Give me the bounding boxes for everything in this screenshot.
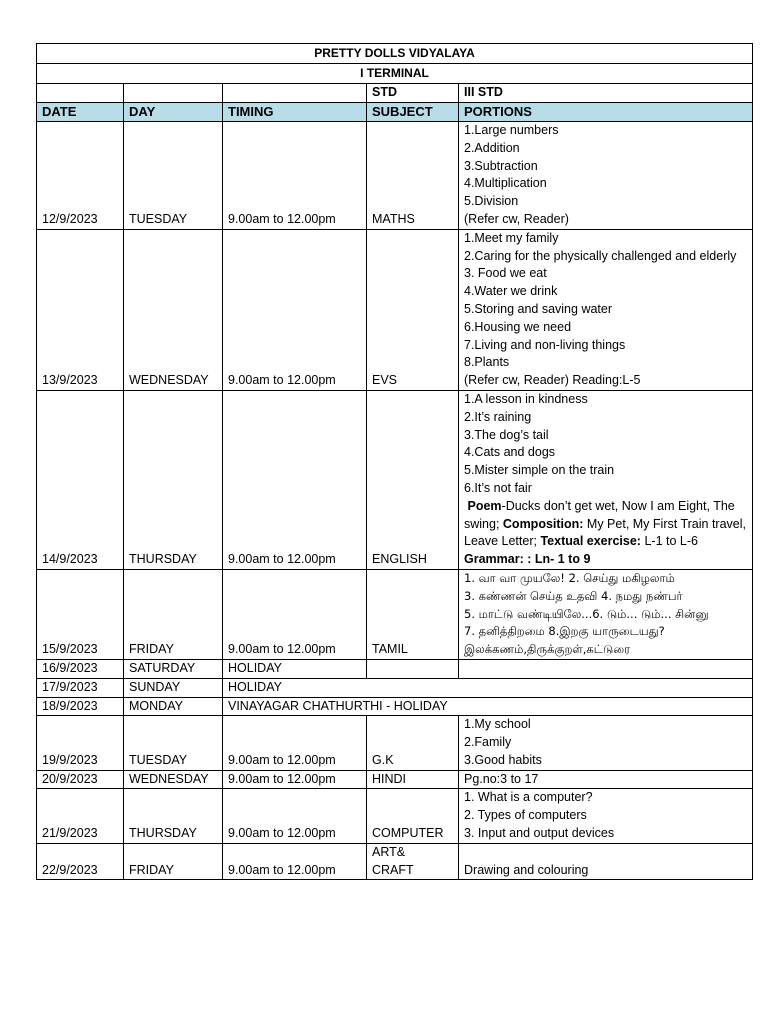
exam-timing: 9.00am to 12.00pm <box>223 770 367 789</box>
holiday-row <box>37 678 753 697</box>
portion-item: 7.Living and non-living things <box>464 337 626 352</box>
header-day: DAY <box>124 103 223 122</box>
exam-day: TUESDAY <box>124 716 223 770</box>
portion-item: 4.Multiplication <box>464 176 547 191</box>
holiday-row <box>37 659 753 678</box>
exam-day: FRIDAY <box>124 569 223 659</box>
portion-item: 3.Good habits <box>464 752 542 767</box>
portion-item: 2.It’s raining <box>464 409 532 424</box>
portion-item: 7. தனித்திறமை 8.இறகு யாருடையது? <box>464 624 665 639</box>
exam-day: FRIDAY <box>124 843 223 880</box>
exam-timetable <box>36 43 753 880</box>
exam-day: WEDNESDAY <box>124 770 223 789</box>
portion-item: 2. Types of computers <box>464 808 587 823</box>
exam-date: 20/9/2023 <box>37 770 124 789</box>
table-row <box>37 569 753 659</box>
holiday-note: HOLIDAY <box>223 678 753 697</box>
exam-timing: 9.00am to 12.00pm <box>223 122 367 230</box>
school-name: PRETTY DOLLS VIDYALAYA <box>37 44 753 64</box>
table-row <box>37 716 753 770</box>
exam-date: 19/9/2023 <box>37 716 124 770</box>
exam-timing: 9.00am to 12.00pm <box>223 716 367 770</box>
header-date: DATE <box>37 103 124 122</box>
composition-text: My Pet, My First Train travel, Leave Letter; <box>464 516 746 549</box>
portion-item: 1. What is a computer? <box>464 790 593 805</box>
portion-item: 3. Input and output devices <box>464 826 615 841</box>
table-row <box>37 122 753 230</box>
exam-day: WEDNESDAY <box>124 229 223 390</box>
exam-timing: 9.00am to 12.00pm <box>223 390 367 569</box>
portion-item: 2.Family <box>464 735 512 750</box>
poem-text: -Ducks don’t get wet, Now I am Eight, The swing; <box>464 498 735 531</box>
exam-date: 22/9/2023 <box>37 843 124 880</box>
exam-subject: ENGLISH <box>367 390 459 569</box>
exam-day: TUESDAY <box>124 122 223 230</box>
header-row <box>37 103 753 122</box>
english-extra-portions <box>464 498 747 569</box>
portion-item: 4.Cats and dogs <box>464 445 556 460</box>
portion-item: 2.Addition <box>464 140 520 155</box>
holiday-date: 18/9/2023 <box>37 697 124 716</box>
portions-cell <box>459 843 753 880</box>
portion-item: 1.Meet my family <box>464 230 559 245</box>
portion-item: 5.Mister simple on the train <box>464 463 615 478</box>
grammar-label: Grammar: : Ln- 1 to 9 <box>464 552 591 567</box>
holiday-date: 17/9/2023 <box>37 678 124 697</box>
textual-exercise-label: Textual exercise: <box>540 534 641 549</box>
portion-item: 3. Food we eat <box>464 266 547 281</box>
exam-date: 21/9/2023 <box>37 789 124 843</box>
exam-subject <box>367 843 459 880</box>
portions-cell <box>459 789 753 843</box>
exam-day: THURSDAY <box>124 390 223 569</box>
textual-exercise-text: L-1 to L-6 <box>640 534 698 549</box>
holiday-day: SATURDAY <box>124 659 223 678</box>
portion-item: 1.A lesson in kindness <box>464 391 588 406</box>
exam-subject: MATHS <box>367 122 459 230</box>
portion-item: 3.Subtraction <box>464 158 538 173</box>
composition-label: Composition: <box>502 516 584 531</box>
poem-label: Poem <box>467 498 502 513</box>
std-row <box>37 84 753 103</box>
portion-item: 2.Caring for the physically challenged and elderly <box>464 248 737 263</box>
portion-item: 8.Plants <box>464 355 510 370</box>
exam-date: 14/9/2023 <box>37 390 124 569</box>
holiday-row <box>37 697 753 716</box>
portion-item: 5. மாட்டு வண்டியிலே...6. டும்... டும்... சின்னு <box>464 606 709 621</box>
portions-cell <box>459 229 753 390</box>
exam-subject: TAMIL <box>367 569 459 659</box>
portion-item: 5.Division <box>464 194 519 209</box>
table-row <box>37 843 753 880</box>
portions-cell <box>459 770 753 789</box>
table-row <box>37 229 753 390</box>
subject-line: ART& <box>372 844 406 859</box>
portion-item: (Refer cw, Reader) <box>464 211 569 226</box>
header-subject: SUBJECT <box>367 103 459 122</box>
portion-item: 1.My school <box>464 717 531 732</box>
portion-item: Drawing and colouring <box>464 862 589 877</box>
portion-item: 3.The dog’s tail <box>464 427 549 442</box>
exam-day: THURSDAY <box>124 789 223 843</box>
exam-date: 12/9/2023 <box>37 122 124 230</box>
subject-line: CRAFT <box>372 862 414 877</box>
portion-item: 4.Water we drink <box>464 284 558 299</box>
portion-item: 5.Storing and saving water <box>464 301 613 316</box>
term-title: I TERMINAL <box>37 64 753 84</box>
exam-subject: COMPUTER <box>367 789 459 843</box>
exam-date: 13/9/2023 <box>37 229 124 390</box>
portion-item: Pg.no:3 to 17 <box>464 771 539 786</box>
std-label: STD <box>367 84 459 103</box>
portion-item: 6.Housing we need <box>464 319 572 334</box>
std-value: III STD <box>459 84 753 103</box>
portion-item: இலக்கணம்,திருக்குறள்,கட்டுரை <box>464 642 631 657</box>
portion-item: 1. வா வா முயலே! 2. செய்து மகிழலாம் <box>464 570 675 585</box>
exam-timing: 9.00am to 12.00pm <box>223 789 367 843</box>
holiday-note: VINAYAGAR CHATHURTHI - HOLIDAY <box>223 697 753 716</box>
exam-subject: G.K <box>367 716 459 770</box>
portions-cell <box>459 122 753 230</box>
table-row <box>37 390 753 569</box>
holiday-note: HOLIDAY <box>223 659 367 678</box>
portions-cell <box>459 390 753 569</box>
exam-date: 15/9/2023 <box>37 569 124 659</box>
exam-timing: 9.00am to 12.00pm <box>223 229 367 390</box>
table-row <box>37 770 753 789</box>
exam-subject: EVS <box>367 229 459 390</box>
exam-subject: HINDI <box>367 770 459 789</box>
holiday-day: MONDAY <box>124 697 223 716</box>
portions-cell <box>459 716 753 770</box>
exam-timing: 9.00am to 12.00pm <box>223 569 367 659</box>
header-timing: TIMING <box>223 103 367 122</box>
table-row <box>37 789 753 843</box>
holiday-date: 16/9/2023 <box>37 659 124 678</box>
portion-item: 1.Large numbers <box>464 123 559 137</box>
portion-item: (Refer cw, Reader) Reading:L-5 <box>464 373 641 388</box>
holiday-day: SUNDAY <box>124 678 223 697</box>
portions-cell <box>459 569 753 659</box>
portion-item: 3. கண்ணன் செய்த உதவி 4. நமது நண்பர் <box>464 588 683 603</box>
portion-item: 6.It’s not fair <box>464 480 532 495</box>
exam-timing: 9.00am to 12.00pm <box>223 843 367 880</box>
header-portions: PORTIONS <box>459 103 753 122</box>
